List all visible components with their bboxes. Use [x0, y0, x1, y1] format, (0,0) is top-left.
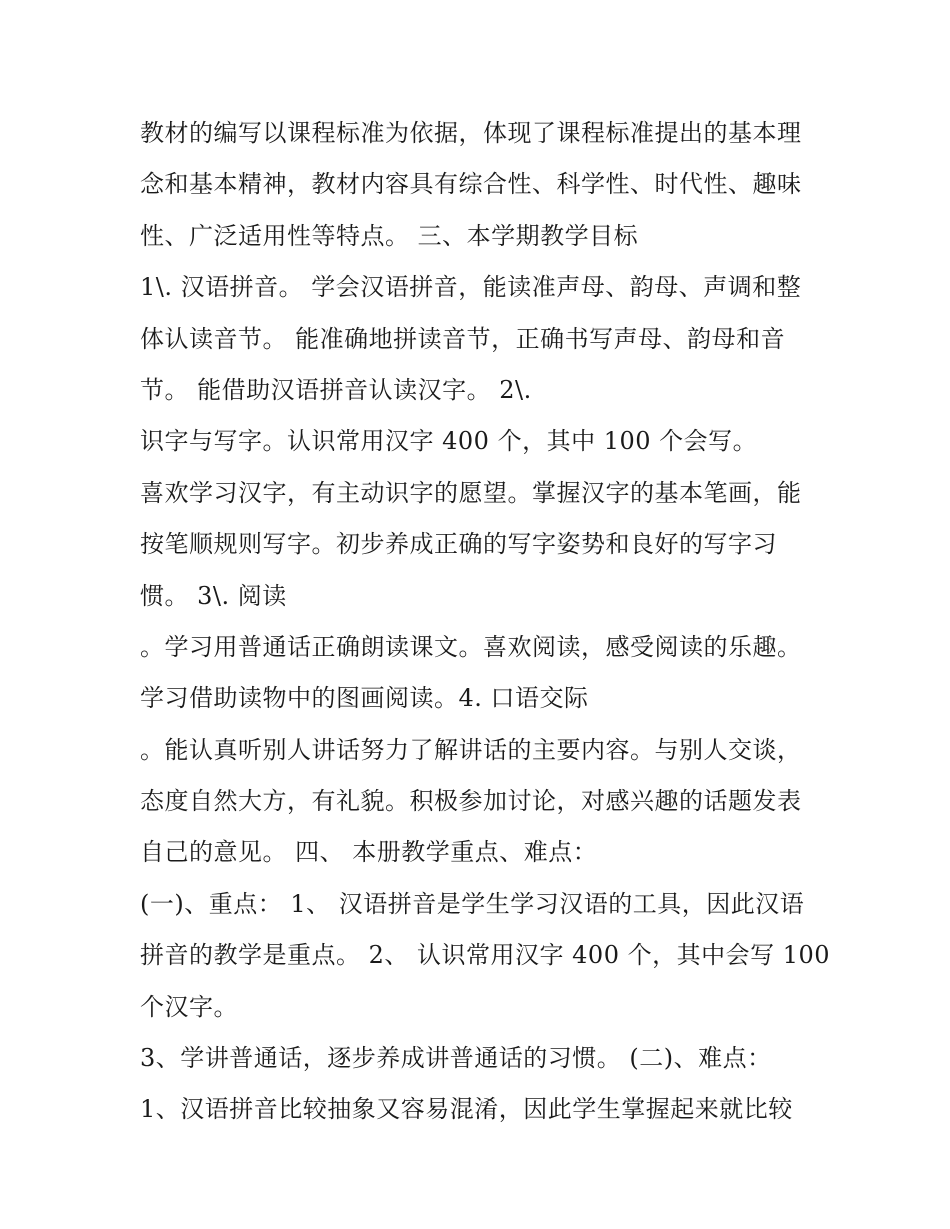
text-line: 。能认真听别人讲话努力了解讲话的主要内容。与别人交谈， [140, 735, 802, 764]
text-line: 按笔顺规则写字。初步养成正确的写字姿势和良好的写字习 [140, 530, 777, 559]
text-line: 教材的编写以课程标准为依据，体现了课程标准提出的基本理 [140, 119, 802, 147]
text-line: 个汉字。 [140, 992, 238, 1021]
text-line: 念和基本精神，教材内容具有综合性、科学性、时代性、趣味 [140, 170, 802, 199]
text-line: 性、广泛适用性等特点。 三、本学期教学目标 [140, 221, 639, 250]
text-line: 3、学讲普通话，逐步养成讲普通话的习惯。 (二)、难点： [140, 1044, 772, 1073]
text-line: 拼音的教学是重点。 2、 认识常用汉字 400 个，其中会写 100 [140, 941, 831, 970]
text-line: 识字与写字。认识常用汉字 400 个，其中 100 个会写。 [140, 427, 758, 456]
text-line: 。学习用普通话正确朗读课文。喜欢阅读，感受阅读的乐趣。 [140, 632, 802, 661]
text-line: 态度自然大方，有礼貌。积极参加讨论，对感兴趣的话题发表 [140, 787, 802, 816]
text-line: 节。 能借助汉语拼音认读汉字。 2\. [140, 375, 532, 404]
text-line: 体认读音节。 能准确地拼读音节，正确书写声母、韵母和音 [140, 324, 786, 353]
text-line: 学习借助读物中的图画阅读。4. 口语交际 [140, 684, 589, 713]
text-line: 自己的意见。 四、 本册教学重点、难点： [140, 838, 598, 867]
text-line: 惯。 3\. 阅读 [140, 581, 287, 610]
text-line: 1\. 汉语拼音。 学会汉语拼音，能读准声母、韵母、声调和整 [140, 273, 802, 302]
text-line: 喜欢学习汉字，有主动识字的愿望。掌握汉字的基本笔画，能 [140, 478, 802, 507]
body-text [140, 108, 830, 1136]
text-line: (一)、重点： 1、 汉语拼音是学生学习汉语的工具，因此汉语 [140, 889, 805, 918]
text-line: 1、汉语拼音比较抽象又容易混淆，因此学生掌握起来就比较 [140, 1095, 793, 1124]
